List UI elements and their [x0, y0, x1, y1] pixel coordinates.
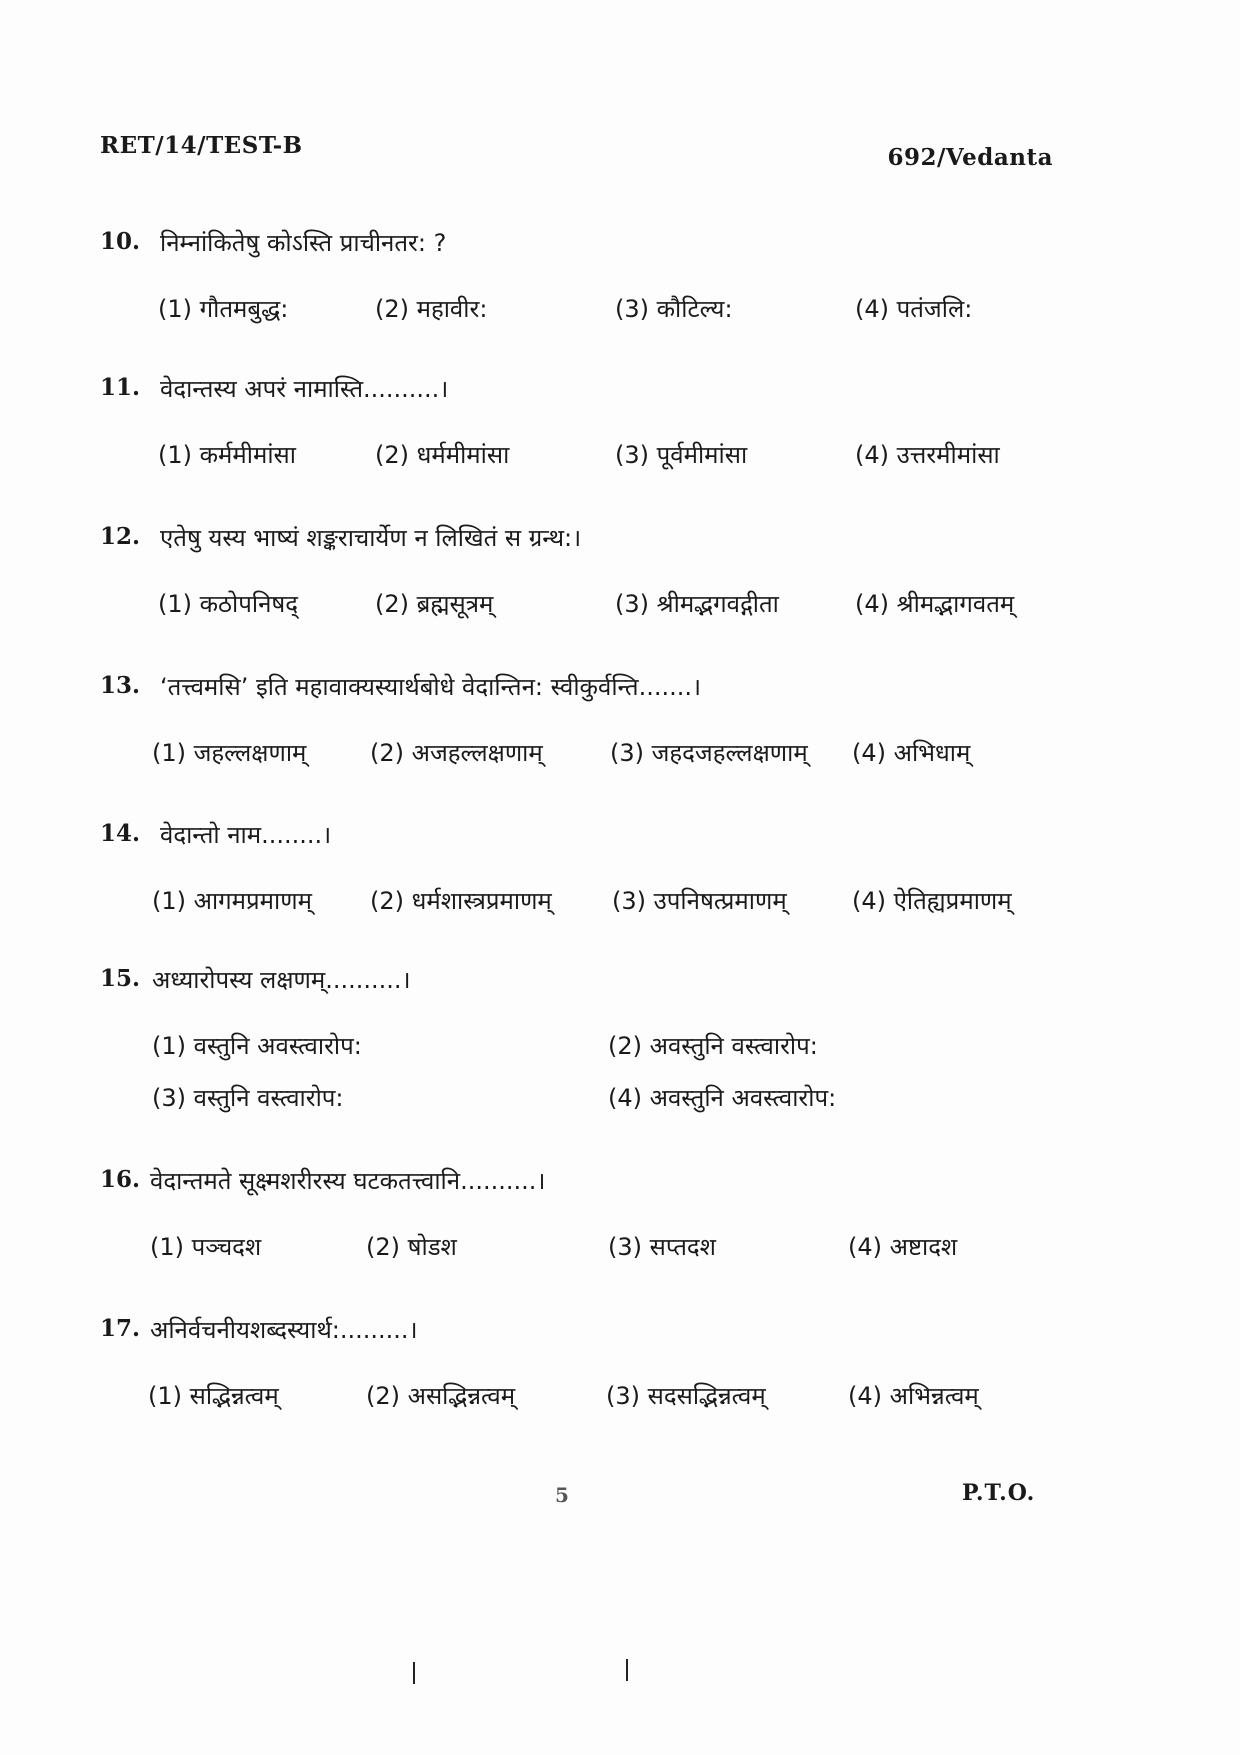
question-text: एतेषु यस्य भाष्यं शङ्कराचार्येण न लिखितं स ग्रन्थ:। — [160, 524, 582, 552]
option-3: (3) सदसद्भिन्नत्वम् — [606, 1382, 766, 1410]
question-17 — [0, 1315, 1240, 1455]
option-4: (4) पतंजलि: — [855, 295, 973, 323]
question-text: निम्नांकितेषु कोऽस्ति प्राचीनतर: ? — [160, 229, 447, 257]
option-1: (1) पञ्चदश — [150, 1233, 262, 1261]
option-4: (4) अष्टादश — [848, 1233, 958, 1261]
question-10 — [0, 228, 1240, 368]
question-number: 15. — [100, 965, 141, 992]
question-text: ‘तत्त्वमसि’ इति महावाक्यस्यार्थबोधे वेदान्तिन: स्वीकुर्वन्ति.......। — [160, 673, 702, 701]
option-3: (3) सप्तदश — [608, 1233, 716, 1261]
question-13 — [0, 672, 1240, 812]
binding-mark — [626, 1659, 628, 1681]
question-number: 11. — [100, 374, 141, 401]
question-12 — [0, 523, 1240, 663]
subject-code: 692/Vedanta — [887, 144, 1053, 171]
question-text: वेदान्तमते सूक्ष्मशरीरस्य घटकतत्त्वानि..........। — [150, 1167, 546, 1195]
option-2: (2) असद्भिन्नत्वम् — [366, 1382, 516, 1410]
option-2: (2) अवस्तुनि वस्त्वारोप: — [608, 1032, 818, 1060]
option-1: (1) गौतमबुद्ध: — [158, 295, 289, 323]
option-1: (1) कर्ममीमांसा — [158, 441, 296, 469]
question-15 — [0, 965, 1240, 1145]
option-4: (4) श्रीमद्भागवतम् — [855, 590, 1015, 618]
option-3: (3) वस्तुनि वस्त्वारोप: — [152, 1084, 344, 1112]
question-text: वेदान्तो नाम........। — [160, 821, 332, 849]
option-1: (1) कठोपनिषद् — [158, 590, 299, 618]
pto-label: P.T.O. — [962, 1480, 1036, 1506]
option-4: (4) उत्तरमीमांसा — [855, 441, 1000, 469]
option-3: (3) कौटिल्य: — [615, 295, 733, 323]
question-number: 16. — [100, 1166, 141, 1193]
question-14 — [0, 820, 1240, 960]
option-2: (2) धर्ममीमांसा — [375, 441, 510, 469]
paper-code: RET/14/TEST-B — [100, 132, 303, 159]
option-4: (4) अभिन्नत्वम् — [848, 1382, 979, 1410]
option-1: (1) वस्तुनि अवस्त्वारोप: — [152, 1032, 362, 1060]
question-number: 10. — [100, 228, 141, 255]
option-3: (3) उपनिषत्प्रमाणम् — [612, 887, 787, 915]
option-1: (1) सद्भिन्नत्वम् — [148, 1382, 279, 1410]
option-2: (2) षोडश — [366, 1233, 457, 1261]
question-number: 12. — [100, 523, 141, 550]
option-1: (1) आगमप्रमाणम् — [152, 887, 312, 915]
question-text: अनिर्वचनीयशब्दस्यार्थ:.........। — [150, 1316, 418, 1344]
option-4: (4) ऐतिह्यप्रमाणम् — [852, 887, 1012, 915]
question-text: अध्यारोपस्य लक्षणम्..........। — [152, 966, 411, 994]
option-4: (4) अभिधाम् — [852, 739, 971, 767]
page-number: 5 — [555, 1483, 569, 1507]
option-2: (2) महावीर: — [375, 295, 488, 323]
binding-mark — [413, 1662, 415, 1684]
option-4: (4) अवस्तुनि अवस्त्वारोप: — [608, 1084, 837, 1112]
question-number: 17. — [100, 1315, 141, 1342]
option-2: (2) धर्मशास्त्रप्रमाणम् — [370, 887, 552, 915]
question-text: वेदान्तस्य अपरं नामास्ति..........। — [160, 375, 449, 403]
option-3: (3) जहदजहल्लक्षणाम् — [610, 739, 808, 767]
question-16 — [0, 1166, 1240, 1306]
question-number: 13. — [100, 672, 141, 699]
option-2: (2) अजहल्लक्षणाम् — [370, 739, 543, 767]
option-3: (3) पूर्वमीमांसा — [615, 441, 748, 469]
question-number: 14. — [100, 820, 141, 847]
option-1: (1) जहल्लक्षणाम् — [152, 739, 307, 767]
question-11 — [0, 374, 1240, 514]
option-2: (2) ब्रह्मसूत्रम् — [375, 590, 494, 618]
option-3: (3) श्रीमद्भगवद्गीता — [615, 590, 779, 618]
